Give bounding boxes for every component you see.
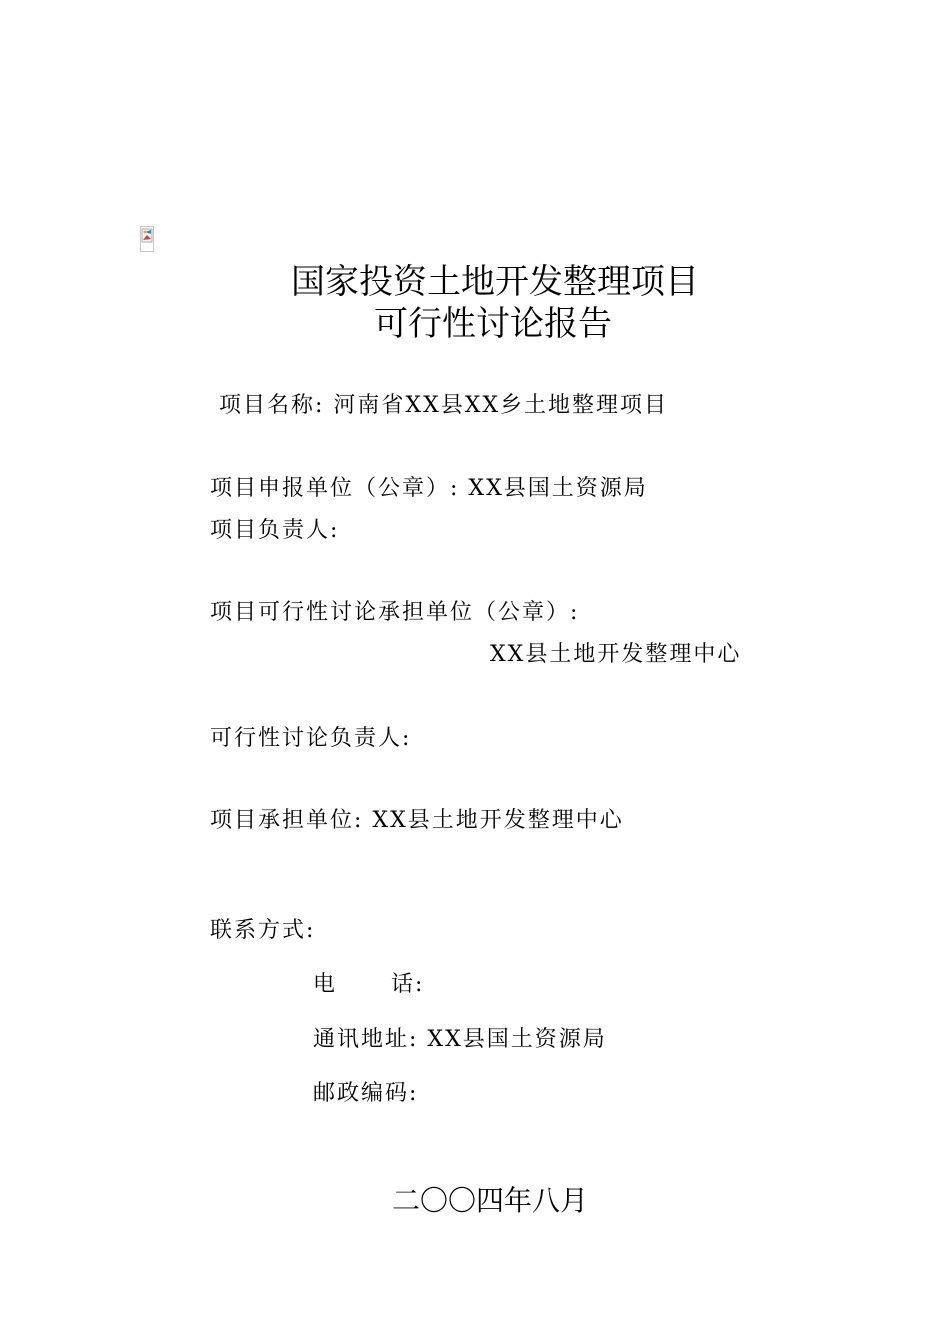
contact-postcode: 邮政编码: — [313, 1081, 419, 1106]
applicant-unit: 项目申报单位（公章）: XX县国土资源局 — [210, 476, 648, 501]
report-title-line2: 可行性讨论报告 — [374, 304, 612, 344]
feasibility-unit-value: XX县土地开发整理中心 — [490, 642, 742, 667]
report-title-line1: 国家投资土地开发整理项目 — [291, 262, 699, 302]
undertaking-unit: 项目承担单位: XX县土地开发整理中心 — [210, 808, 624, 833]
contact-phone: 电 话: — [313, 972, 425, 997]
contact-heading: 联系方式: — [210, 918, 316, 943]
project-lead: 项目负责人: — [210, 518, 340, 543]
project-name: 项目名称: 河南省XX县XX乡土地整理项目 — [219, 393, 669, 418]
feasibility-lead: 可行性讨论负责人: — [210, 726, 412, 751]
feasibility-unit-label: 项目可行性讨论承担单位（公章）: — [210, 600, 580, 625]
report-date: 二〇〇四年八月 — [391, 1184, 588, 1217]
broken-image-icon — [140, 226, 154, 252]
contact-address: 通讯地址: XX县国土资源局 — [313, 1027, 607, 1052]
